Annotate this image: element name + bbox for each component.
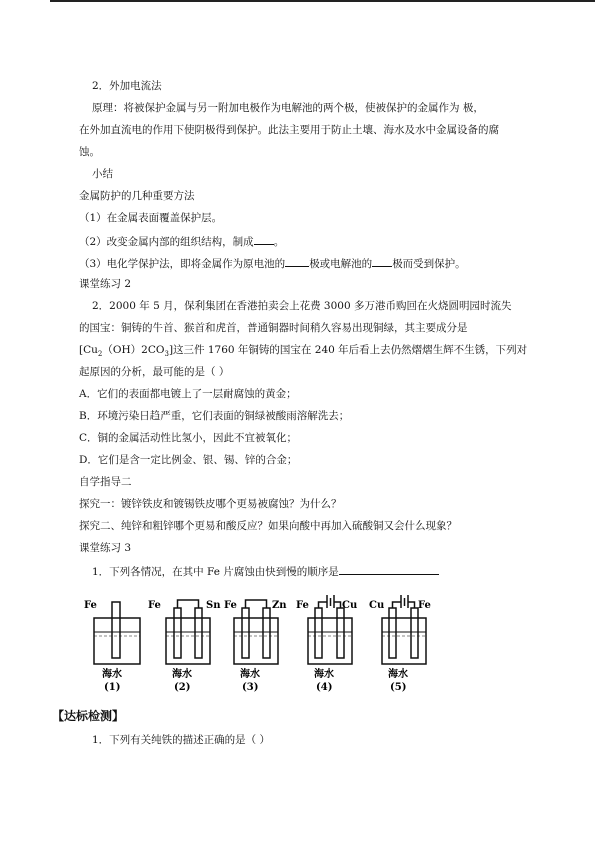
beaker-3 xyxy=(224,600,287,693)
exercise-2-question-line1: 2．2000 年 5 月，保利集团在香港拍卖会上花费 3000 多万港币购回在火烧圆明园时流失 xyxy=(92,300,512,312)
wire xyxy=(246,600,267,608)
beaker-5 xyxy=(369,595,431,693)
case-number: (2) xyxy=(174,682,191,693)
formula-subscript: 3 xyxy=(164,350,169,359)
electrode-plate xyxy=(337,608,344,658)
exercise-3-heading: 课堂练习 3 xyxy=(79,542,132,554)
electrode-label: Fe xyxy=(418,600,431,611)
method-3-text-a: （3）电化学保护法，即将金属作为原电池的 xyxy=(79,258,286,270)
exercise-2-question-line2: 的国宝：铜铸的牛首、猴首和虎首，普通铜器时间稍久容易出现铜绿，其主要成分是 xyxy=(79,322,468,334)
beaker-4 xyxy=(296,595,357,693)
electrode-plate xyxy=(112,602,120,658)
electrode-label: Sn xyxy=(206,600,221,611)
electrode-label: Cu xyxy=(342,600,358,611)
principle-text-line2: 在外加直流电的作用下使阴极得到保护。此法主要用于防止土壤、海水及水中金属设备的腐 xyxy=(79,124,499,136)
case-number: (1) xyxy=(104,682,121,693)
method-3-text-b: 极或电解池的 xyxy=(309,258,373,270)
formula-subscript: 2 xyxy=(97,350,103,359)
method-2-end: 。 xyxy=(273,236,285,248)
method-3-text-c: 极而受到保护。 xyxy=(392,258,466,270)
assessment-heading: 【达标检测】 xyxy=(52,709,125,723)
case-number: (3) xyxy=(242,682,259,693)
header-rule xyxy=(50,0,595,2)
electrode-plate xyxy=(411,608,418,658)
exercise-2-heading: 课堂练习 2 xyxy=(79,278,132,290)
question-text: ]这三件 1760 年铜铸的国宝在 240 年后看上去仍然熠熠生辉不生锈，下列对 xyxy=(168,344,528,356)
beaker-1 xyxy=(84,600,140,693)
answer-blank[interactable] xyxy=(339,563,439,575)
formula-part: [Cu xyxy=(79,344,98,356)
answer-blank[interactable] xyxy=(285,255,309,267)
exercise-3-text: 1．下列各情况，在其中 Fe 片腐蚀由快到慢的顺序是 xyxy=(92,566,339,578)
electrode-label: Fe xyxy=(296,600,309,611)
method-2 xyxy=(79,233,284,249)
option-d: D．它们是含一定比例金、银、锡、锌的合金； xyxy=(79,454,298,466)
method-2-text: （2）改变金属内部的组织结构，制成 xyxy=(79,236,254,248)
electrode-label: Fe xyxy=(148,600,161,611)
summary-heading: 小结 xyxy=(92,168,113,180)
inquiry-1: 探究一：镀锌铁皮和镀锡铁皮哪个更易被腐蚀？为什么？ xyxy=(79,498,342,510)
liquid-label: 海水 xyxy=(314,669,334,680)
principle-text-line1: 原理：将被保护金属与另一附加电极作为电解池的两个极，使被保护的金属作为 极， xyxy=(92,102,484,114)
wire xyxy=(178,600,199,608)
electrode-plate xyxy=(242,608,249,658)
electrode-plate xyxy=(315,608,322,658)
electrode-plate xyxy=(263,608,270,658)
beaker-2 xyxy=(148,600,221,693)
method-1: （1）在金属表面覆盖保护层。 xyxy=(79,212,223,224)
option-a: A．它们的表面都电镀上了一层耐腐蚀的黄金； xyxy=(79,388,297,400)
option-c: C．铜的金属活动性比氢小，因此不宜被氧化； xyxy=(79,432,298,444)
section-heading-external-current: 2．外加电流法 xyxy=(92,80,162,92)
electrode-label: Zn xyxy=(272,600,287,611)
assessment-question-1: 1．下列有关纯铁的描述正确的是（ ） xyxy=(92,734,271,746)
answer-blank[interactable] xyxy=(254,233,274,245)
exercise-2-question-line3 xyxy=(79,343,527,361)
electrode-label: Fe xyxy=(84,600,97,611)
corrosion-beakers-figure xyxy=(78,594,458,694)
liquid-label: 海水 xyxy=(240,669,260,680)
method-3 xyxy=(79,255,466,271)
liquid-label: 海水 xyxy=(172,669,192,680)
principle-text-line3: 蚀。 xyxy=(79,146,100,158)
self-study-guide-2-heading: 自学指导二 xyxy=(79,476,132,488)
electrode-plate xyxy=(389,608,396,658)
protection-methods-title: 金属防护的几种重要方法 xyxy=(79,190,195,202)
inquiry-2: 探究二、纯锌和粗锌哪个更易和酸反应？如果向酸中再加入硫酸铜又会什么现象？ xyxy=(79,520,457,532)
exercise-3-question xyxy=(92,563,439,579)
exercise-2-question-line4: 起原因的分析，最可能的是（ ） xyxy=(79,366,230,378)
formula-part: （OH）2CO xyxy=(102,344,165,356)
electrode-label: Cu xyxy=(369,600,385,611)
case-number: (5) xyxy=(390,682,407,693)
liquid-label: 海水 xyxy=(102,669,122,680)
electrode-label: Fe xyxy=(224,600,237,611)
option-b: B．环境污染日趋严重，它们表面的铜绿被酸雨溶解洗去； xyxy=(79,410,350,422)
liquid-label: 海水 xyxy=(388,669,408,680)
case-number: (4) xyxy=(316,682,333,693)
electrode-plate xyxy=(174,608,181,658)
answer-blank[interactable] xyxy=(372,255,392,267)
electrode-plate xyxy=(195,608,202,658)
